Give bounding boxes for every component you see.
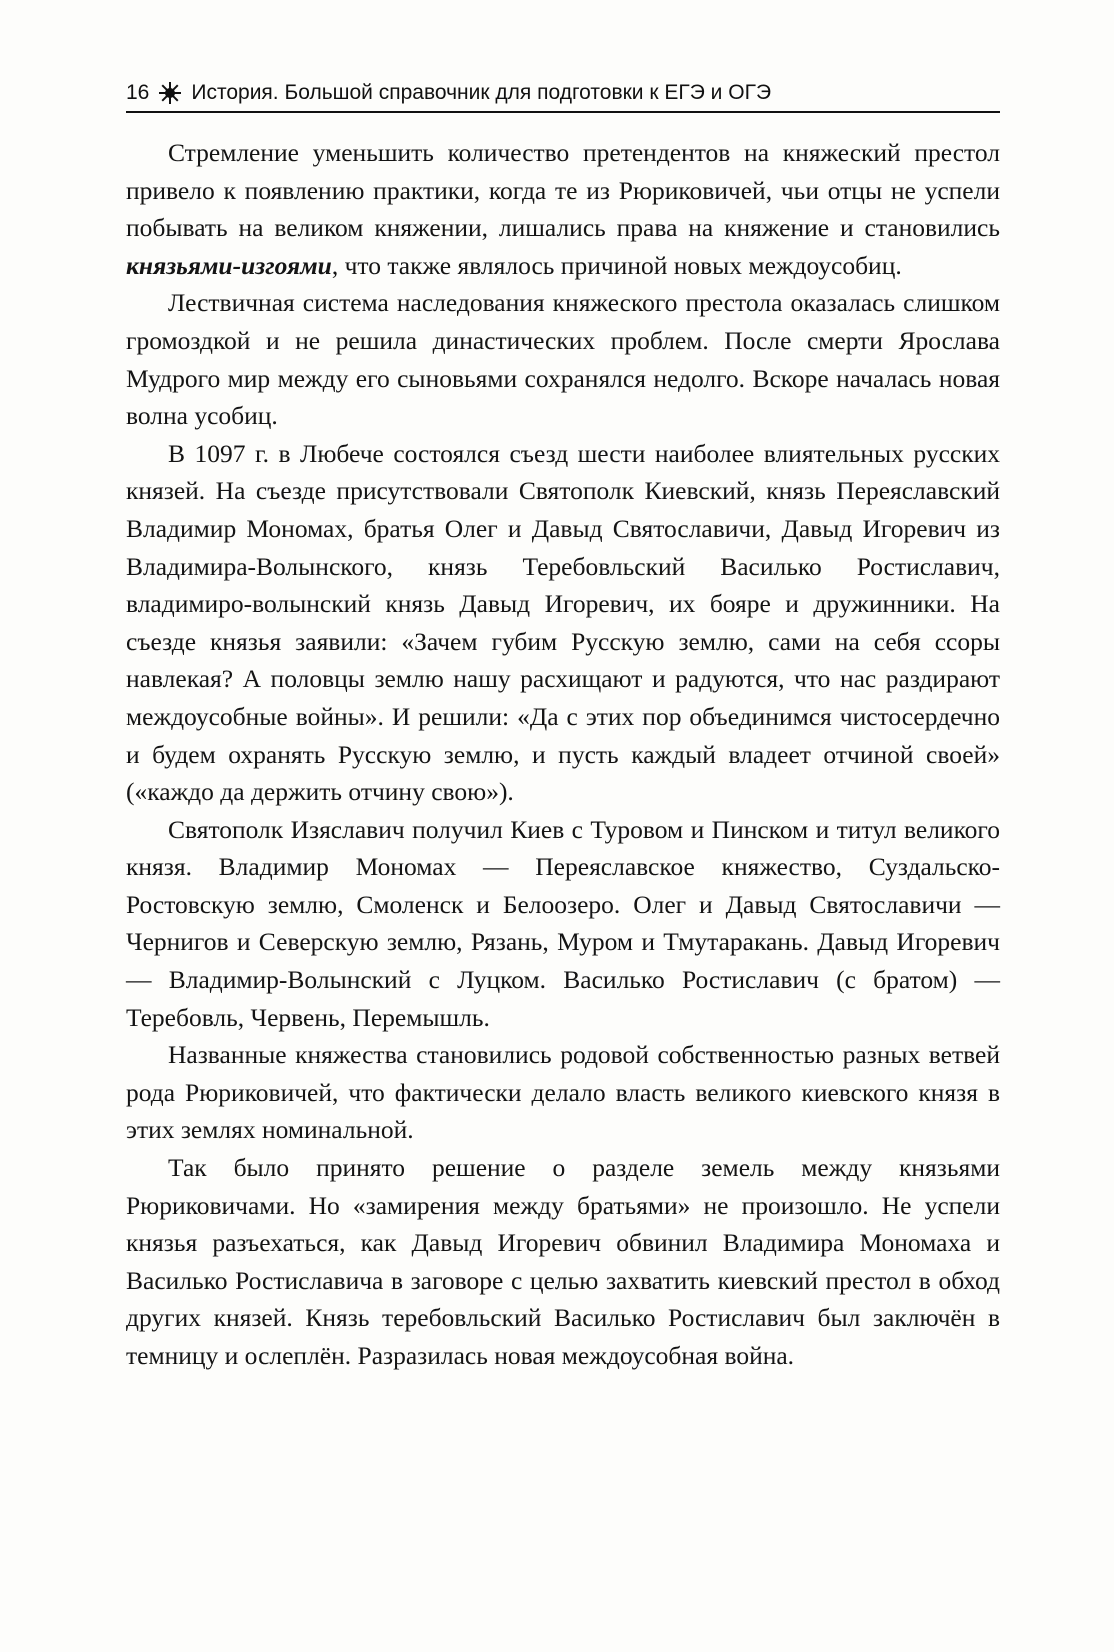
- paragraph-text: Стремление уменьшить количество претендентов на княжеский престол привело к появлению практики, когда те из Рюриковичей, чьи отцы не успели побывать на великом княжении, лишались права на княжение и становились: [126, 138, 1000, 243]
- paragraph-text: , что также являлось причиной новых междоусобиц.: [331, 250, 902, 280]
- paragraph: В 1097 г. в Любече состоялся съезд шести наиболее влиятельных русских князей. На съезде присутствовали Святополк Киевский, князь Переяславский Владимир Мономах, братья Олег и Давыд Святославичи, Давыд Игоревич из Владимира-Волынского, князь Теребовльский Василько Ростиславич, владимиро-волынский князь Давыд Игоревич, их бояре и дружинники. На съезде князья заявили: «Зачем губим Русскую землю, сами на себя ссоры навлекая? А половцы землю нашу расхищают и радуются, что нас раздирают междоусобные войны». И решили: «Да с этих пор объединимся чистосердечно и будем охранять Русскую землю, и пусть каждый владеет отчиной своей» («каждо да держить отчину свою»).: [126, 438, 1000, 807]
- page-number: 16: [126, 81, 150, 104]
- paragraph: Так было принято решение о разделе земель между князьями Рюриковичами. Но «замирения между братьями» не произошло. Не успели князья разъехаться, как Давыд Игоревич обвинил Владимира Мономаха и Василько Ростиславича в заговоре с целью захватить киевский престол в обход других князей. Князь теребовльский Василько Ростиславич был заключён в темницу и ослеплён. Разразилась новая междоусобная война.: [126, 1153, 1000, 1370]
- book-title: История. Большой справочник для подготовки к ЕГЭ и ОГЭ: [191, 81, 772, 104]
- header-rule: [126, 111, 1000, 113]
- asterisk-ornament-icon: [159, 82, 181, 104]
- italic-term: князьями-изгоями: [126, 250, 332, 280]
- body-text: [126, 134, 1000, 1375]
- paragraph: Лествичная система наследования княжеского престола оказалась слишком громоздкой и не решила династических проблем. После смерти Ярослава Мудрого мир между его сыновьями сохранялся недолго. Вскоре началась новая волна усобиц.: [126, 288, 1000, 431]
- paragraph: [126, 134, 1000, 284]
- paragraph: Названные княжества становились родовой собственностью разных ветвей рода Рюриковичей, что фактически делало власть великого киевского князя в этих землях номинальной.: [126, 1040, 1000, 1145]
- running-head: [126, 76, 1000, 110]
- paragraph: Святополк Изяславич получил Киев с Туровом и Пинском и титул великого князя. Владимир Мономах — Переяславское княжество, Суздальско-Ростовскую землю, Смоленск и Белоозеро. Олег и Давыд Святославичи — Чернигов и Северскую землю, Рязань, Муром и Тмутаракань. Давыд Игоревич — Владимир-Волынский с Луцком. Василько Ростиславич (с братом) — Теребовль, Червень, Перемышль.: [126, 814, 1000, 1032]
